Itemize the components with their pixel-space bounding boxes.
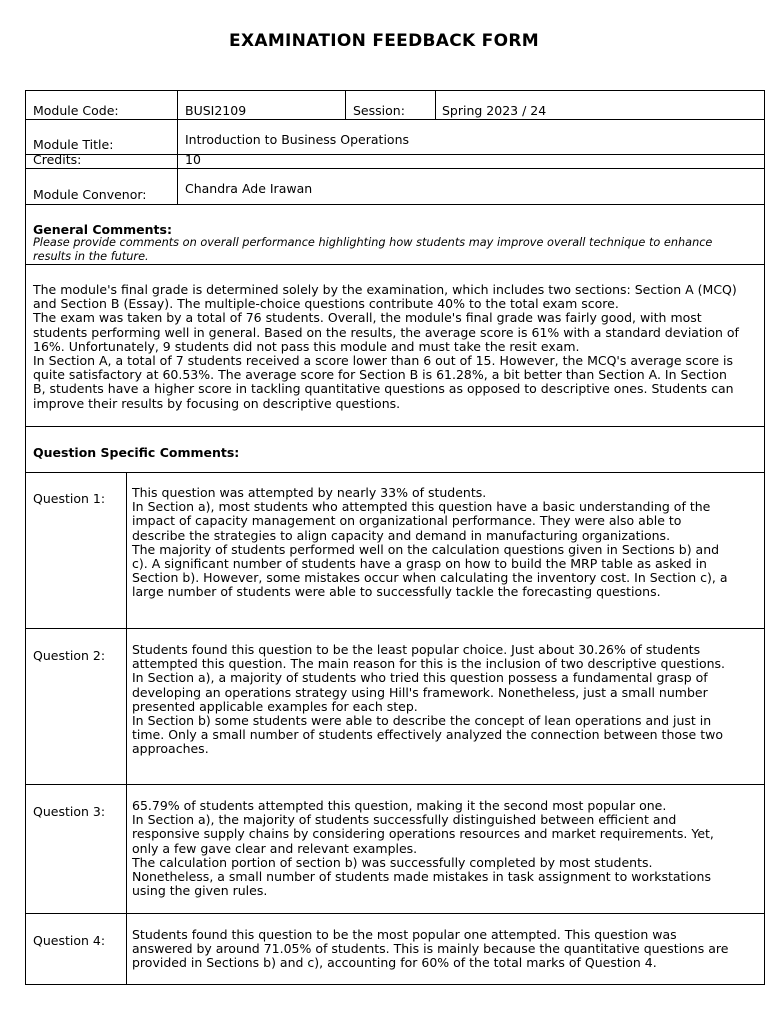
- row-divider: [26, 628, 764, 629]
- module-title-label: Module Title:: [33, 137, 114, 152]
- module-code-label: Module Code:: [33, 103, 119, 118]
- row-divider: [26, 913, 764, 914]
- column-divider: [345, 91, 346, 119]
- module-convenor-label: Module Convenor:: [33, 187, 147, 202]
- module-code-value: BUSI2109: [185, 103, 247, 118]
- row-divider: [26, 472, 764, 473]
- row-divider: [26, 204, 764, 205]
- row-divider: [26, 264, 764, 265]
- session-value: Spring 2023 / 24: [442, 103, 547, 118]
- question-comments-heading: Question Specific Comments:: [33, 445, 240, 460]
- question-4-comments: [132, 928, 737, 971]
- row-divider: [26, 168, 764, 169]
- question-paragraph: 65.79% of students attempted this question, making it the second most popular one.: [132, 798, 667, 813]
- row-divider: [26, 154, 764, 155]
- question-paragraph: In Section b) some students were able to describe the concept of lean operations and just in time. Only a small number of students effectively analyzed the connection between those two approaches.: [132, 713, 723, 757]
- question-paragraph: The majority of students performed well on the calculation questions given in Sections b) and c). A significant number of students have a grasp on how to build the MRP table as asked in Section b). However, some mistakes occur when calculating the inventory cost. In Section c), a large number of students were able to successfully tackle the forecasting questions.: [132, 541, 728, 600]
- column-divider: [435, 91, 436, 119]
- row-divider: [26, 426, 764, 427]
- row-divider: [26, 784, 764, 785]
- general-paragraph: The exam was taken by a total of 76 students. Overall, the module's final grade was fairly good, with most students performing well in general. Based on the results, the average score is 61% with a standard deviation of 16%. Unfortunately, 9 students did not pass this module and must take the resit exam.: [33, 310, 739, 354]
- question-3-label: Question 3:: [33, 804, 106, 819]
- question-2-label: Question 2:: [33, 648, 106, 663]
- general-comments-heading: General Comments:: [33, 222, 172, 237]
- question-paragraph: Students found this question to be the least popular choice. Just about 30.26% of students attempted this question. The main reason for this is the inclusion of two descriptive questions.: [132, 642, 726, 672]
- question-1-comments: [132, 486, 737, 600]
- question-paragraph: The calculation portion of section b) was successfully completed by most students. Nonetheless, a small number of students made mistakes in task assignment to workstations using the given rules.: [132, 854, 711, 899]
- question-paragraph: In Section a), most students who attempted this question have a basic understanding of the impact of capacity management on organizational performance. They were also able to describe the strategies to align capacity and demand in manufacturing organizations.: [132, 499, 711, 543]
- general-paragraph: The module's final grade is determined solely by the examination, which includes two sections: Section A (MCQ) and Section B (Essay). The multiple-choice questions contribute 40% to the total exam score.: [33, 282, 737, 312]
- question-3-comments: [132, 799, 737, 898]
- session-label: Session:: [353, 103, 405, 118]
- general-paragraph: In Section A, a total of 7 students received a score lower than 6 out of 15. However, the MCQ's average score is quite satisfactory at 60.53%. The average score for Section B is 61.28%, a bit better than Section A. In Section B, students have a higher score in tackling quantitative questions as opposed to descriptive ones. Students can improve their results by focusing on descriptive questions.: [33, 353, 734, 411]
- general-comments-instruction: Please provide comments on overall performance highlighting how students may improve overall technique to enhance results in the future.: [33, 236, 713, 263]
- question-4-label: Question 4:: [33, 933, 106, 948]
- question-paragraph: In Section a), the majority of students successfully distinguished between efficient and responsive supply chains by considering operations resources and market requirements. Yet, only a few gave clear and relevant examples.: [132, 812, 714, 856]
- question-paragraph: Students found this question to be the most popular one attempted. This question was answered by around 71.05% of students. This is mainly because the quantitative questions are provided in Sections b) and c), accounting for 60% of the total marks of Question 4.: [132, 927, 729, 971]
- question-1-label: Question 1:: [33, 491, 106, 506]
- question-2-comments: [132, 643, 737, 757]
- question-paragraph: This question was attempted by nearly 33% of students.: [132, 485, 487, 500]
- module-title-value: Introduction to Business Operations: [185, 132, 410, 147]
- credits-label: Credits:: [33, 152, 82, 167]
- column-divider: [177, 91, 178, 204]
- question-paragraph: In Section a), a majority of students who tried this question possess a fundamental grasp of developing an operations strategy using Hill's framework. Nonetheless, just a small number presented applicable examples for each step.: [132, 670, 708, 714]
- feedback-form-table: [25, 90, 765, 985]
- row-divider: [26, 119, 764, 120]
- general-comments-body: [33, 283, 743, 411]
- form-title: EXAMINATION FEEDBACK FORM: [229, 31, 539, 51]
- credits-value: 10: [185, 152, 201, 167]
- column-divider: [126, 472, 127, 985]
- module-convenor-value: Chandra Ade Irawan: [185, 181, 313, 196]
